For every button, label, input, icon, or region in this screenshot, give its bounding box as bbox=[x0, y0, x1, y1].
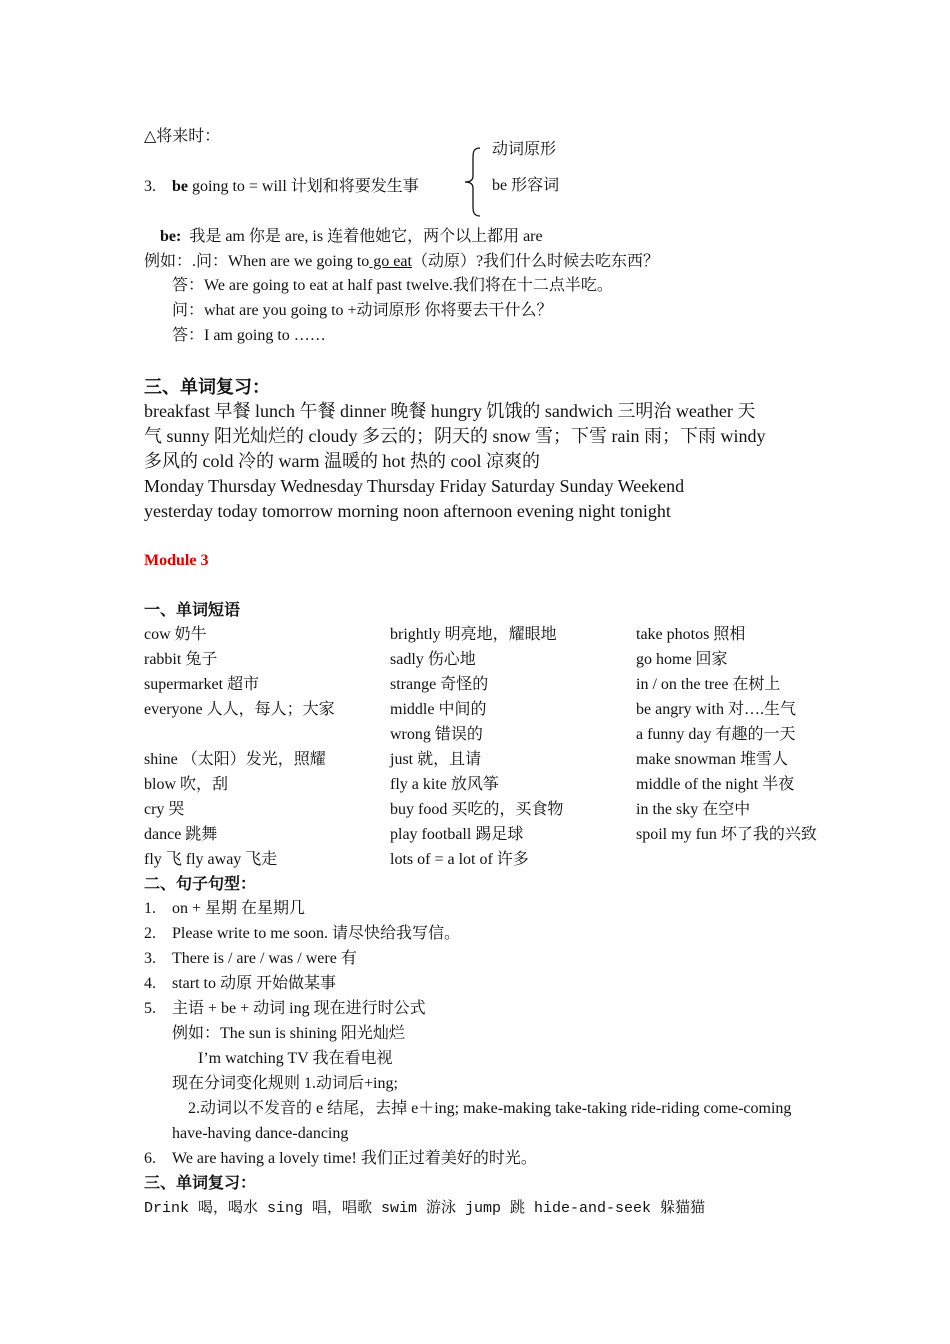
word-entry: lots of = a lot of 许多 bbox=[390, 851, 529, 868]
sentence-item bbox=[144, 999, 426, 1019]
item-number: 1. bbox=[144, 900, 156, 917]
be-word: be bbox=[172, 178, 188, 195]
vocab2-heading: 三、单词复习： bbox=[144, 1175, 257, 1192]
participle-rule-2: 2.动词以不发音的 e 结尾，去掉 e＋ing; make-making take-taking ride-riding come-coming bbox=[188, 1100, 792, 1117]
item-number: 3. bbox=[144, 178, 156, 195]
word-entry: brightly 明亮地，耀眼地 bbox=[390, 626, 557, 643]
item-text: 主语 + be + 动词 ing 现在进行时公式 bbox=[172, 1000, 426, 1017]
vocab1-line-1: breakfast 早餐 lunch 午餐 dinner 晚餐 hungry 饥饿的 sandwich 三明治 weather 天 bbox=[144, 401, 756, 421]
word-entry: cow 奶牛 bbox=[144, 626, 207, 643]
word-entry: shine （太阳）发光，照耀 bbox=[144, 751, 326, 768]
word-entry: fly 飞 fly away 飞走 bbox=[144, 851, 278, 868]
item-number: 5. bbox=[144, 1000, 156, 1017]
module-title: Module 3 bbox=[144, 552, 209, 569]
vocab2-line: Drink 喝，喝水 sing 唱，唱歌 swim 游泳 jump 跳 hide-and-seek 躲猫猫 bbox=[144, 1200, 706, 1217]
word-entry: just 就，且请 bbox=[390, 751, 482, 768]
word-entry: everyone 人人，每人；大家 bbox=[144, 701, 335, 718]
word-entry: wrong 错误的 bbox=[390, 726, 483, 743]
be-label: be: bbox=[160, 228, 182, 245]
vocab1-line-3: 多风的 cold 冷的 warm 温暖的 hot 热的 cool 凉爽的 bbox=[144, 451, 540, 471]
word-entry: middle 中间的 bbox=[390, 701, 487, 718]
word-entry: middle of the night 半夜 bbox=[636, 776, 795, 793]
words-column-1 bbox=[144, 625, 335, 875]
vocab1-line-4: Monday Thursday Wednesday Thursday Friday Saturday Sunday Weekend bbox=[144, 476, 685, 496]
example-4: 答：I am going to …… bbox=[172, 327, 326, 344]
word-entry: cry 哭 bbox=[144, 801, 185, 818]
word-entry: fly a kite 放风筝 bbox=[390, 776, 499, 793]
sentence-item bbox=[144, 974, 336, 994]
future-heading: △将来时： bbox=[144, 128, 221, 145]
item-number: 4. bbox=[144, 975, 156, 992]
word-entry bbox=[144, 725, 335, 750]
word-entry: buy food 买吃的，买食物 bbox=[390, 801, 564, 818]
item-text: start to 动原 开始做某事 bbox=[172, 975, 336, 992]
example-1 bbox=[144, 252, 659, 272]
sentence-item bbox=[144, 924, 460, 944]
participle-rule-3: have-having dance-dancing bbox=[172, 1125, 349, 1142]
word-entry: be angry with 对….生气 bbox=[636, 701, 796, 718]
brace-option-adj: be 形容词 bbox=[492, 177, 560, 194]
sentence-item bbox=[144, 899, 305, 919]
be-text: 我是 am 你是 are, is 连着他她它，两个以上都用 are bbox=[189, 228, 543, 245]
word-entry: spoil my fun 坏了我的兴致 bbox=[636, 826, 817, 843]
word-entry bbox=[636, 850, 817, 875]
be-rule bbox=[160, 227, 543, 247]
word-entry: sadly 伤心地 bbox=[390, 651, 476, 668]
future-item-3 bbox=[144, 177, 419, 197]
item-text: We are having a lovely time! 我们正过着美好的时光。 bbox=[172, 1150, 537, 1167]
example-1-post: （动原）?我们什么时候去吃东西？ bbox=[411, 253, 660, 270]
item-number: 6. bbox=[144, 1150, 156, 1167]
word-entry: play football 踢足球 bbox=[390, 826, 524, 843]
words-column-2 bbox=[390, 625, 563, 875]
word-entry: in the sky 在空中 bbox=[636, 801, 751, 818]
word-entry: supermarket 超市 bbox=[144, 676, 260, 693]
item-number: 3. bbox=[144, 950, 156, 967]
vocab1-line-2: 气 sunny 阳光灿烂的 cloudy 多云的；阴天的 snow 雪；下雪 rain 雨；下雨 windy bbox=[144, 426, 766, 446]
vocab1-line-5: yesterday today tomorrow morning noon afternoon evening night tonight bbox=[144, 501, 671, 521]
item-text: There is / are / was / were 有 bbox=[172, 950, 357, 967]
participle-rule-1: 现在分词变化规则 1.动词后+ing; bbox=[172, 1075, 398, 1092]
words-column-3 bbox=[636, 625, 817, 875]
sentences-heading: 二、句子句型： bbox=[144, 876, 257, 893]
brace-option-verb: 动词原形 bbox=[492, 141, 557, 158]
word-entry: blow 吹，刮 bbox=[144, 776, 229, 793]
item-number: 2. bbox=[144, 925, 156, 942]
sentence-item bbox=[144, 949, 357, 969]
example-1-pre: 例如：.问：When are we going to bbox=[144, 253, 370, 270]
word-entry: dance 跳舞 bbox=[144, 826, 218, 843]
item-text: on + 星期 在星期几 bbox=[172, 900, 306, 917]
word-entry: strange 奇怪的 bbox=[390, 676, 489, 693]
item-text: going to = will 计划和将要发生事 bbox=[188, 178, 419, 195]
brace-icon bbox=[462, 146, 486, 218]
example-tv: I’m watching TV 我在看电视 bbox=[198, 1050, 393, 1067]
example-3: 问：what are you going to +动词原形 你将要去干什么？ bbox=[172, 302, 553, 319]
vocab1-heading: 三、单词复习： bbox=[144, 377, 270, 397]
words-heading: 一、单词短语 bbox=[144, 602, 241, 619]
example-2: 答：We are going to eat at half past twelve.我们将在十二点半吃。 bbox=[172, 277, 613, 294]
item-text: Please write to me soon. 请尽快给我写信。 bbox=[172, 925, 460, 942]
example-sun: 例如：The sun is shining 阳光灿烂 bbox=[172, 1025, 405, 1042]
word-entry: go home 回家 bbox=[636, 651, 728, 668]
example-1-underlined: go eat bbox=[369, 253, 412, 270]
word-entry: take photos 照相 bbox=[636, 626, 746, 643]
word-entry: a funny day 有趣的一天 bbox=[636, 726, 796, 743]
word-entry: rabbit 兔子 bbox=[144, 651, 218, 668]
word-entry: make snowman 堆雪人 bbox=[636, 751, 788, 768]
sentence-item-6 bbox=[144, 1149, 537, 1169]
word-entry: in / on the tree 在树上 bbox=[636, 676, 781, 693]
